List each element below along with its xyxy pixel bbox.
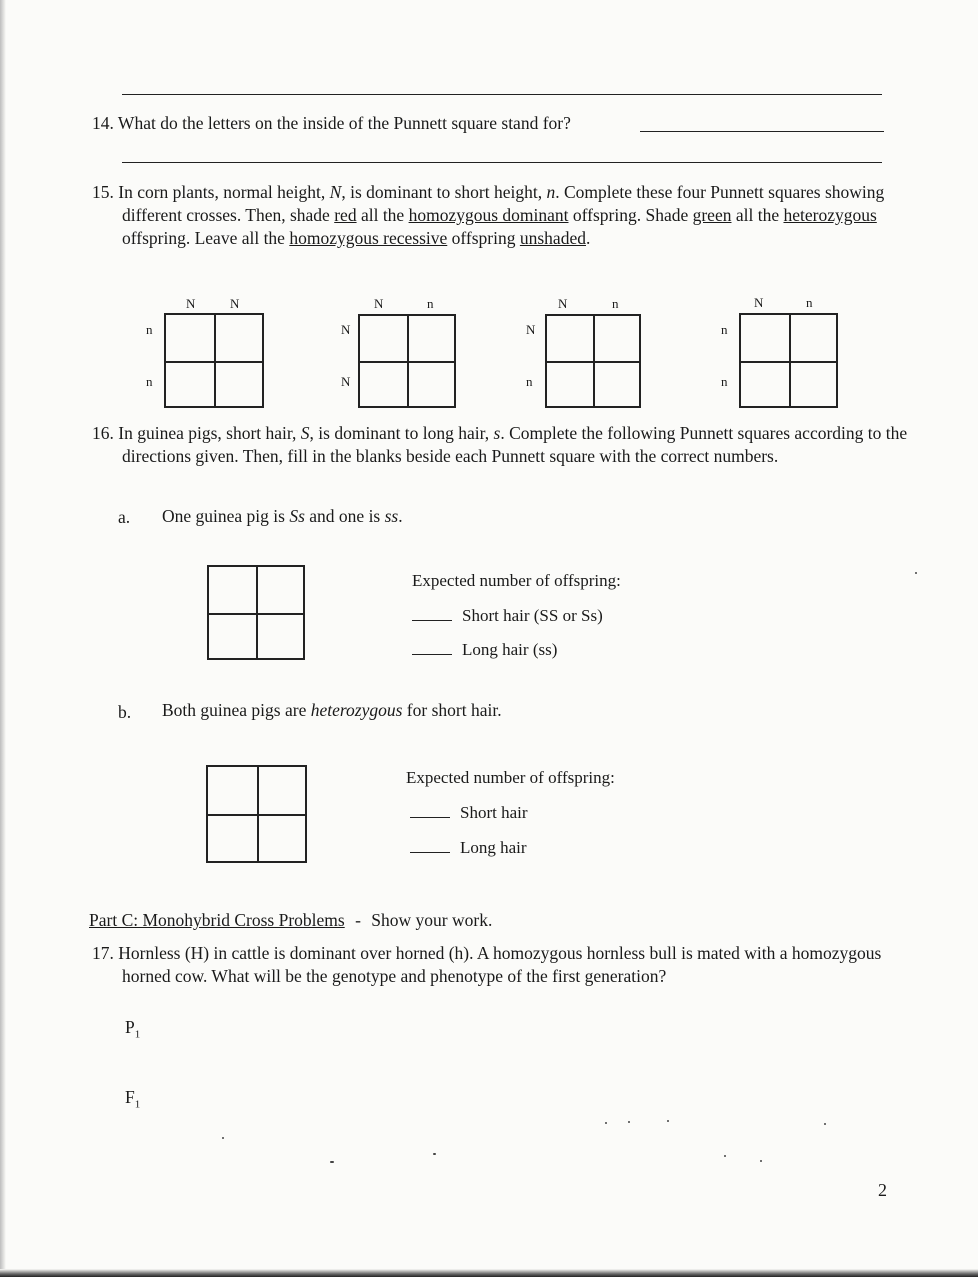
question-16a-text: One guinea pig is Ss and one is ss. bbox=[162, 506, 403, 526]
scan-speck bbox=[433, 1153, 436, 1155]
allele-side: n bbox=[721, 374, 728, 389]
question-16b-label: b. bbox=[118, 702, 132, 722]
allele-top: N bbox=[374, 296, 384, 311]
answer-blank[interactable] bbox=[412, 620, 452, 621]
punnett-square-16a[interactable] bbox=[207, 565, 305, 660]
punnett-square-3[interactable] bbox=[545, 314, 641, 408]
punnett-square-2[interactable] bbox=[358, 314, 456, 408]
question-14-text: 14. What do the letters on the inside of the Punnett square stand for? bbox=[92, 113, 571, 133]
expected-short-hair-16b: Short hair bbox=[410, 803, 528, 823]
question-16a-label: a. bbox=[118, 507, 131, 527]
question-17-text: 17. Hornless (H) in cattle is dominant over horned (h). A homozygous hornless bull is mated with a homozygous horned cow. What will be the genotype and phenotype of the first generation? bbox=[92, 943, 882, 986]
allele-side: n bbox=[146, 374, 153, 389]
answer-line bbox=[640, 131, 884, 132]
expected-short-hair-16a: Short hair (SS or Ss) bbox=[412, 606, 603, 626]
allele-side: n bbox=[526, 374, 533, 389]
answer-line bbox=[122, 162, 882, 163]
expected-long-hair-16b: Long hair bbox=[410, 838, 527, 858]
scan-speck bbox=[915, 572, 917, 574]
page-edge-shadow bbox=[0, 1269, 978, 1277]
page-number: 2 bbox=[878, 1180, 887, 1200]
allele-top: N bbox=[754, 295, 764, 310]
answer-blank[interactable] bbox=[412, 654, 452, 655]
punnett-square-4[interactable] bbox=[739, 313, 838, 408]
expected-long-hair-16a: Long hair (ss) bbox=[412, 640, 557, 660]
allele-top: N bbox=[230, 296, 240, 311]
scan-speck bbox=[605, 1122, 607, 1124]
parent-generation-label: $P_1$ bbox=[125, 1017, 141, 1041]
answer-blank[interactable] bbox=[410, 817, 450, 818]
punnett-square-16b[interactable] bbox=[206, 765, 307, 863]
scan-speck bbox=[330, 1161, 334, 1163]
punnett-square-1[interactable] bbox=[164, 313, 264, 408]
allele-top: N bbox=[186, 296, 196, 311]
answer-blank[interactable] bbox=[410, 852, 450, 853]
allele-top: n bbox=[612, 296, 619, 311]
scan-speck bbox=[667, 1120, 669, 1122]
allele-top: n bbox=[427, 296, 434, 311]
allele-side: n bbox=[146, 322, 153, 337]
allele-top: n bbox=[806, 295, 813, 310]
question-16b-text: Both guinea pigs are heterozygous for short hair. bbox=[162, 700, 502, 720]
scan-speck bbox=[628, 1121, 630, 1123]
allele-side: N bbox=[341, 322, 351, 337]
expected-title-16b: Expected number of offspring: bbox=[406, 768, 615, 787]
page-edge-shadow bbox=[0, 0, 6, 1277]
scan-speck bbox=[222, 1137, 224, 1139]
scan-speck bbox=[724, 1155, 726, 1157]
first-generation-label: $F_1$ bbox=[125, 1087, 141, 1111]
scan-speck bbox=[760, 1160, 762, 1162]
question-15-text: 15. In corn plants, normal height, N, is dominant to short height, n. Complete these four Punnett squares showing different crosses. Then, shade red all the homozygous dominant offspring. Shade green all the heterozygous offspring. Leave all the homozygous recessive offspring unshaded. bbox=[92, 182, 885, 248]
allele-side: N bbox=[526, 322, 536, 337]
answer-line bbox=[122, 94, 882, 95]
scan-speck bbox=[824, 1123, 826, 1125]
allele-side: n bbox=[721, 322, 728, 337]
expected-title-16a: Expected number of offspring: bbox=[412, 571, 621, 590]
allele-top: N bbox=[558, 296, 568, 311]
allele-side: N bbox=[341, 374, 351, 389]
question-16-text: 16. In guinea pigs, short hair, S, is dominant to long hair, s. Complete the following Punnett squares according to the directions given. Then, fill in the blanks beside each Punnett square with the correct numbers. bbox=[92, 423, 908, 466]
part-c-heading: Part C: Monohybrid Cross Problems - Show your work. bbox=[89, 910, 493, 930]
